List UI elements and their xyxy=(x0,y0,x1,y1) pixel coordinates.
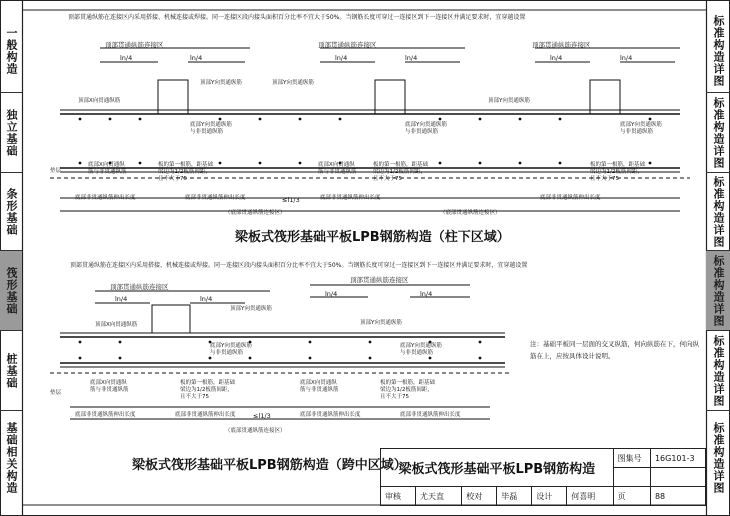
top-x-bar-label: 顶部X向贯通纵筋 xyxy=(95,322,138,328)
right-tab-2[interactable]: 标准构造详图 xyxy=(706,93,730,173)
top-y-bar-label: 顶部Y向贯通纵筋 xyxy=(200,80,242,86)
right-tab-5[interactable]: 标准构造详图 xyxy=(706,331,730,411)
design-label: 设计 xyxy=(532,487,567,506)
cushion-label: 垫层 xyxy=(50,168,62,174)
bottom-x-bar-note: 底部X向贯通纵 筋与非贯通纵筋 xyxy=(300,380,339,393)
first-bar-note: 板的第一根筋，距基础 梁边为1/2板筋间距， 且不大于75 xyxy=(158,162,214,182)
right-tab-4-active[interactable]: 标准构造详图 xyxy=(706,251,730,331)
left-tab-general[interactable]: 一般构造 xyxy=(0,10,22,93)
drawing-title: 梁板式筏形基础平板LPB钢筋构造 xyxy=(381,449,614,487)
bottom-y-bar-label: 底部Y向贯通纵筋 与非贯通纵筋 xyxy=(210,343,252,356)
ln4-label: ln/4 xyxy=(405,54,418,62)
page-label: 页 xyxy=(613,487,650,506)
bottom-x-bar-note: 底部X向贯通纵 筋与非贯通纵筋 xyxy=(318,162,357,175)
bottom-drawing-title: 梁板式筏形基础平板LPB钢筋构造（跨中区域） xyxy=(132,458,407,473)
bottom-x-bar-note: 底部X向贯通纵 筋与非贯通纵筋 xyxy=(90,380,129,393)
top-y-bar-label: 顶部Y向贯通纵筋 xyxy=(488,98,530,104)
l1-third-label: ≤l1/3 xyxy=(253,412,271,420)
top-y-bar-label: 顶部Y向贯通纵筋 xyxy=(360,320,402,326)
title-block xyxy=(380,448,706,506)
ln4-label: ln/4 xyxy=(550,54,563,62)
right-tab-6[interactable]: 标准构造详图 xyxy=(712,422,725,494)
extension-label: 底部非贯通纵筋伸出长度 xyxy=(75,412,136,418)
top-drawing-header-note: 顶部贯通纵筋在连接区内采用搭接、机械连接或焊接。同一连接区段内接头面积百分比率不宜大于50%。当钢筋长度可穿过一连接区到下一连接区并满足要求时，宜穿越设置 xyxy=(68,14,526,21)
first-bar-note: 板的第一根筋，距基础 梁边为1/2板筋间距， 且不大于75 xyxy=(373,162,429,182)
ln4-label: ln/4 xyxy=(420,290,433,298)
bottom-drawing-header-note: 顶部贯通纵筋在连接区内采用搭接、机械连接或焊接。同一连接区段内接头面积百分比率不宜大于50%。当钢筋长度可穿过一连接区到下一连接区并满足要求时，宜穿越设置 xyxy=(70,262,528,269)
page-number: 88 xyxy=(650,487,705,506)
extension-label: 底部非贯通纵筋伸出长度 xyxy=(400,412,461,418)
first-bar-note: 板的第一根筋，距基础 梁边为1/2板筋间距， 且不大于75 xyxy=(590,162,646,182)
extension-label: 底部非贯通纵筋伸出长度 xyxy=(320,195,381,201)
first-bar-note: 板的第一根筋，距基础 梁边为1/2板筋间距， 且不大于75 xyxy=(380,380,436,400)
bottom-x-bar-note: 底部X向贯通纵 筋与非贯通纵筋 xyxy=(88,162,127,175)
l1-third-label: ≤l1/3 xyxy=(282,196,300,204)
extension-label: 底部非贯通纵筋伸出长度 xyxy=(300,412,361,418)
bottom-top-splice-zone-label-2: 顶部贯通纵筋连接区 xyxy=(350,276,409,284)
left-tab-isolated-foundation[interactable]: 独立基础 xyxy=(0,93,22,173)
extension-label: 底部非贯通纵筋伸出长度 xyxy=(540,195,601,201)
right-tab-3[interactable]: 标准构造详图 xyxy=(706,173,730,251)
ln4-label: ln/4 xyxy=(335,54,348,62)
top-splice-zone-label-3: 顶部贯通纵筋连接区 xyxy=(532,41,591,49)
ln4-label: ln/4 xyxy=(120,54,133,62)
bottom-y-bar-label: 底部Y向贯通纵筋 与非贯通纵筋 xyxy=(190,122,232,135)
left-tab-related-construction[interactable]: 基础相关构造 xyxy=(5,422,18,494)
cushion-label: 垫层 xyxy=(50,390,62,396)
extension-label: 底部非贯通纵筋伸出长度 xyxy=(175,412,236,418)
bottom-splice-zone-label: （底部贯通纵筋连接区） xyxy=(225,428,286,434)
extension-label: 底部非贯通纵筋伸出长度 xyxy=(185,195,246,201)
first-bar-note: 板的第一根筋，距基础 梁边为1/2板筋间距， 且不大于75 xyxy=(180,380,236,400)
blank-cell xyxy=(650,468,705,487)
ln4-label: ln/4 xyxy=(115,295,128,303)
note-text: 注：基础平板同一层面的交叉纵筋，何向纵筋在下，何向纵筋在上，应按具体设计说明。 xyxy=(530,340,699,360)
top-splice-zone-label-1: 顶部贯通纵筋连接区 xyxy=(105,41,164,49)
atlas-number-label: 图集号 xyxy=(613,449,650,468)
bottom-y-bar-label: 底部Y向贯通纵筋 与非贯通纵筋 xyxy=(620,122,662,135)
design-name: 何喜明 xyxy=(567,487,613,506)
left-tab-pile-foundation[interactable]: 桩基础 xyxy=(0,331,22,411)
left-tab-strip-foundation[interactable]: 条形基础 xyxy=(0,173,22,251)
review-name: 尤天直 xyxy=(416,487,462,506)
top-x-bar-label: 顶部X向贯通纵筋 xyxy=(78,98,121,104)
ln4-label: ln/4 xyxy=(620,54,633,62)
check-name: 毕磊 xyxy=(497,487,532,506)
bottom-top-splice-zone-label: 顶部贯通纵筋连接区 xyxy=(110,283,169,291)
top-splice-zone-label-2: 顶部贯通纵筋连接区 xyxy=(318,41,377,49)
top-y-bar-label: 顶部Y向贯通纵筋 xyxy=(230,306,272,312)
ln4-label: ln/4 xyxy=(325,290,338,298)
extension-label: 底部非贯通纵筋伸出长度 xyxy=(75,195,136,201)
bottom-splice-zone-label: （底部贯通纵筋连接区） xyxy=(440,210,501,216)
right-tab-1[interactable]: 标准构造详图 xyxy=(706,10,730,93)
top-drawing-title: 梁板式筏形基础平板LPB钢筋构造（柱下区域） xyxy=(235,230,510,245)
bottom-y-bar-label: 底部Y向贯通纵筋 与非贯通纵筋 xyxy=(405,122,447,135)
ln4-label: ln/4 xyxy=(190,54,203,62)
bottom-splice-zone-label: （底部贯通纵筋连接区） xyxy=(225,210,286,216)
bottom-y-bar-label: 底部Y向贯通纵筋 与非贯通纵筋 xyxy=(400,343,442,356)
atlas-number: 16G101-3 xyxy=(650,449,705,468)
blank-cell xyxy=(613,468,650,487)
top-y-bar-label: 顶部Y向贯通纵筋 xyxy=(272,80,314,86)
ln4-label: ln/4 xyxy=(200,295,213,303)
check-label: 校对 xyxy=(462,487,497,506)
left-tab-raft-foundation[interactable]: 筏形基础 xyxy=(0,251,22,331)
review-label: 审核 xyxy=(381,487,416,506)
